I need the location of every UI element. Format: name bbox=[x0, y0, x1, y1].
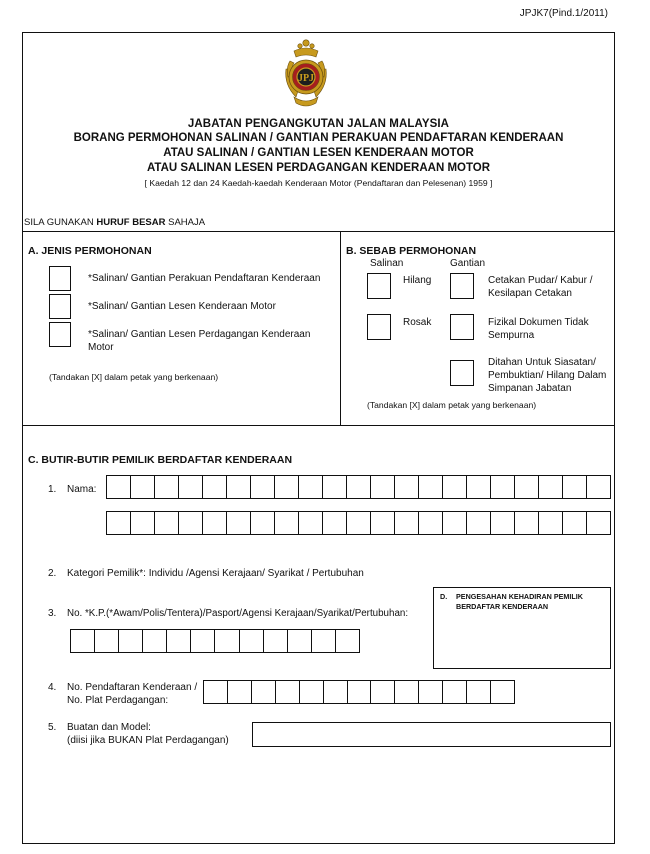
char-cell[interactable] bbox=[300, 681, 324, 703]
char-cell[interactable] bbox=[347, 476, 371, 498]
section-a-note: (Tandakan [X] dalam petak yang berkenaan) bbox=[49, 372, 219, 382]
char-cell[interactable] bbox=[131, 512, 155, 534]
logo-text: JPJ bbox=[297, 73, 315, 84]
char-cell[interactable] bbox=[491, 512, 515, 534]
q5-number: 5. bbox=[48, 722, 57, 733]
char-cell[interactable] bbox=[336, 630, 359, 652]
option-a1-label: *Salinan/ Gantian Perakuan Pendaftaran Kenderaan bbox=[88, 273, 321, 284]
char-cell[interactable] bbox=[299, 476, 323, 498]
q1-number: 1. bbox=[48, 484, 57, 495]
q2-number: 2. bbox=[48, 568, 57, 579]
checkbox-b-ditahan[interactable] bbox=[450, 360, 474, 386]
char-cell[interactable] bbox=[252, 681, 276, 703]
instruction-post: SAHAJA bbox=[165, 217, 206, 228]
char-cell[interactable] bbox=[204, 681, 228, 703]
header-line-3: ATAU SALINAN / GANTIAN LESEN KENDERAAN MOTOR bbox=[163, 147, 474, 159]
hilang-label: Hilang bbox=[403, 275, 432, 286]
char-cell[interactable] bbox=[539, 512, 563, 534]
char-cell[interactable] bbox=[119, 630, 143, 652]
header-line-1: JABATAN PENGANGKUTAN JALAN MALAYSIA bbox=[187, 118, 450, 130]
char-cell[interactable] bbox=[95, 630, 119, 652]
char-cell[interactable] bbox=[515, 512, 539, 534]
section-b-note: (Tandakan [X] dalam petak yang berkenaan) bbox=[367, 400, 537, 410]
char-cell[interactable] bbox=[371, 512, 395, 534]
char-cell[interactable] bbox=[203, 476, 227, 498]
section-d-text: PENGESAHAN KEHADIRAN PEMILIK BERDAFTAR KENDERAAN bbox=[456, 592, 583, 611]
char-cell[interactable] bbox=[563, 512, 587, 534]
section-b-title: B. SEBAB PERMOHONAN bbox=[346, 245, 477, 257]
char-cell[interactable] bbox=[347, 512, 371, 534]
col-gantian-label: Gantian bbox=[450, 258, 486, 269]
char-cell[interactable] bbox=[288, 630, 312, 652]
char-cell[interactable] bbox=[371, 681, 395, 703]
char-cell[interactable] bbox=[467, 512, 491, 534]
jpj-logo bbox=[282, 37, 330, 109]
char-cell[interactable] bbox=[371, 476, 395, 498]
char-cell[interactable] bbox=[227, 476, 251, 498]
char-cell[interactable] bbox=[395, 681, 419, 703]
header-line-4: ATAU SALINAN LESEN PERDAGANGAN KENDERAAN MOTOR bbox=[146, 162, 491, 174]
ditahan-label: Ditahan Untuk Siasatan/ Pembuktian/ Hilang Dalam Simpanan Jabatan bbox=[488, 357, 607, 394]
name-input-row-1[interactable] bbox=[106, 475, 611, 499]
char-cell[interactable] bbox=[419, 681, 443, 703]
char-cell[interactable] bbox=[395, 476, 419, 498]
header-line-2: BORANG PERMOHONAN SALINAN / GANTIAN PERAKUAN PENDAFTARAN KENDERAAN bbox=[73, 132, 564, 144]
section-c-title: C. BUTIR-BUTIR PEMILIK BERDAFTAR KENDERAAN bbox=[28, 454, 293, 466]
checkbox-b-rosak[interactable] bbox=[367, 314, 391, 340]
char-cell[interactable] bbox=[348, 681, 372, 703]
char-cell[interactable] bbox=[167, 630, 191, 652]
char-cell[interactable] bbox=[155, 512, 179, 534]
char-cell[interactable] bbox=[587, 476, 610, 498]
rosak-label: Rosak bbox=[403, 317, 432, 328]
char-cell[interactable] bbox=[203, 512, 227, 534]
q5-label-2: (diisi jika BUKAN Plat Perdagangan) bbox=[67, 735, 229, 746]
divider-top bbox=[22, 231, 615, 232]
char-cell[interactable] bbox=[587, 512, 610, 534]
char-cell[interactable] bbox=[323, 512, 347, 534]
char-cell[interactable] bbox=[443, 681, 467, 703]
form-code: JPJK7(Pind.1/2011) bbox=[519, 8, 608, 19]
instruction-besar: BESAR bbox=[132, 217, 166, 228]
instruction-huruf: HURUF bbox=[96, 217, 130, 228]
q5-label-1: Buatan dan Model: bbox=[67, 722, 151, 733]
instruction-pre: SILA GUNAKAN bbox=[24, 217, 97, 228]
char-cell[interactable] bbox=[131, 476, 155, 498]
instruction bbox=[24, 216, 205, 229]
section-a-title: A. JENIS PERMOHONAN bbox=[28, 245, 152, 257]
char-cell[interactable] bbox=[324, 681, 348, 703]
char-cell[interactable] bbox=[179, 476, 203, 498]
checkbox-a3[interactable] bbox=[49, 322, 71, 347]
checkbox-b-cetakan[interactable] bbox=[450, 273, 474, 299]
char-cell[interactable] bbox=[395, 512, 419, 534]
q3-number: 3. bbox=[48, 608, 57, 619]
checkbox-a2[interactable] bbox=[49, 294, 71, 319]
q4-number: 4. bbox=[48, 682, 57, 693]
char-cell[interactable] bbox=[251, 512, 275, 534]
char-cell[interactable] bbox=[491, 476, 515, 498]
char-cell[interactable] bbox=[323, 476, 347, 498]
char-cell[interactable] bbox=[215, 630, 239, 652]
char-cell[interactable] bbox=[107, 512, 131, 534]
char-cell[interactable] bbox=[228, 681, 252, 703]
char-cell[interactable] bbox=[312, 630, 336, 652]
cetakan-label: Cetakan Pudar/ Kabur / Kesilapan Cetakan bbox=[488, 275, 593, 299]
registration-number-input[interactable] bbox=[203, 680, 515, 704]
checkbox-b-fizikal[interactable] bbox=[450, 314, 474, 340]
q1-label: Nama: bbox=[67, 484, 97, 495]
char-cell[interactable] bbox=[299, 512, 323, 534]
option-a2-label: *Salinan/ Gantian Lesen Kenderaan Motor bbox=[88, 301, 276, 312]
char-cell[interactable] bbox=[563, 476, 587, 498]
char-cell[interactable] bbox=[71, 630, 95, 652]
char-cell[interactable] bbox=[275, 476, 299, 498]
char-cell[interactable] bbox=[251, 476, 275, 498]
char-cell[interactable] bbox=[276, 681, 300, 703]
char-cell[interactable] bbox=[275, 512, 299, 534]
char-cell[interactable] bbox=[191, 630, 215, 652]
char-cell[interactable] bbox=[419, 512, 443, 534]
char-cell[interactable] bbox=[227, 512, 251, 534]
header-regulation: [ Kaedah 12 dan 24 Kaedah-kaedah Kenderaan Motor (Pendaftaran dan Pelesenan) 1959 ] bbox=[144, 178, 493, 188]
char-cell[interactable] bbox=[467, 476, 491, 498]
char-cell[interactable] bbox=[264, 630, 288, 652]
q3-label: No. *K.P.(*Awam/Polis/Tentera)/Pasport/Agensi Kerajaan/Syarikat/Pertubuhan: bbox=[67, 608, 409, 619]
q4-label-1: No. Pendaftaran Kenderaan / bbox=[67, 682, 198, 693]
q4-label-2: No. Plat Perdagangan: bbox=[67, 695, 169, 706]
char-cell[interactable] bbox=[515, 476, 539, 498]
char-cell[interactable] bbox=[179, 512, 203, 534]
option-a3-label: *Salinan/ Gantian Lesen Perdagangan Kenderaan Motor bbox=[88, 329, 311, 353]
divider-vertical bbox=[340, 231, 341, 425]
char-cell[interactable] bbox=[491, 681, 514, 703]
char-cell[interactable] bbox=[240, 630, 264, 652]
char-cell[interactable] bbox=[107, 476, 131, 498]
char-cell[interactable] bbox=[467, 681, 491, 703]
char-cell[interactable] bbox=[539, 476, 563, 498]
q2-label: Kategori Pemilik*: Individu /Agensi Kerajaan/ Syarikat / Pertubuhan bbox=[67, 568, 364, 579]
char-cell[interactable] bbox=[155, 476, 179, 498]
divider-ab bbox=[22, 425, 615, 426]
section-d-label: D. bbox=[440, 592, 448, 601]
char-cell[interactable] bbox=[419, 476, 443, 498]
char-cell[interactable] bbox=[143, 630, 167, 652]
char-cell[interactable] bbox=[443, 476, 467, 498]
checkbox-a1[interactable] bbox=[49, 266, 71, 291]
char-cell[interactable] bbox=[443, 512, 467, 534]
checkbox-b-hilang[interactable] bbox=[367, 273, 391, 299]
name-input-row-2[interactable] bbox=[106, 511, 611, 535]
col-salinan-label: Salinan bbox=[370, 258, 404, 269]
ic-number-input[interactable] bbox=[70, 629, 360, 653]
fizikal-label: Fizikal Dokumen Tidak Sempurna bbox=[488, 317, 589, 341]
make-model-input[interactable] bbox=[252, 722, 611, 747]
